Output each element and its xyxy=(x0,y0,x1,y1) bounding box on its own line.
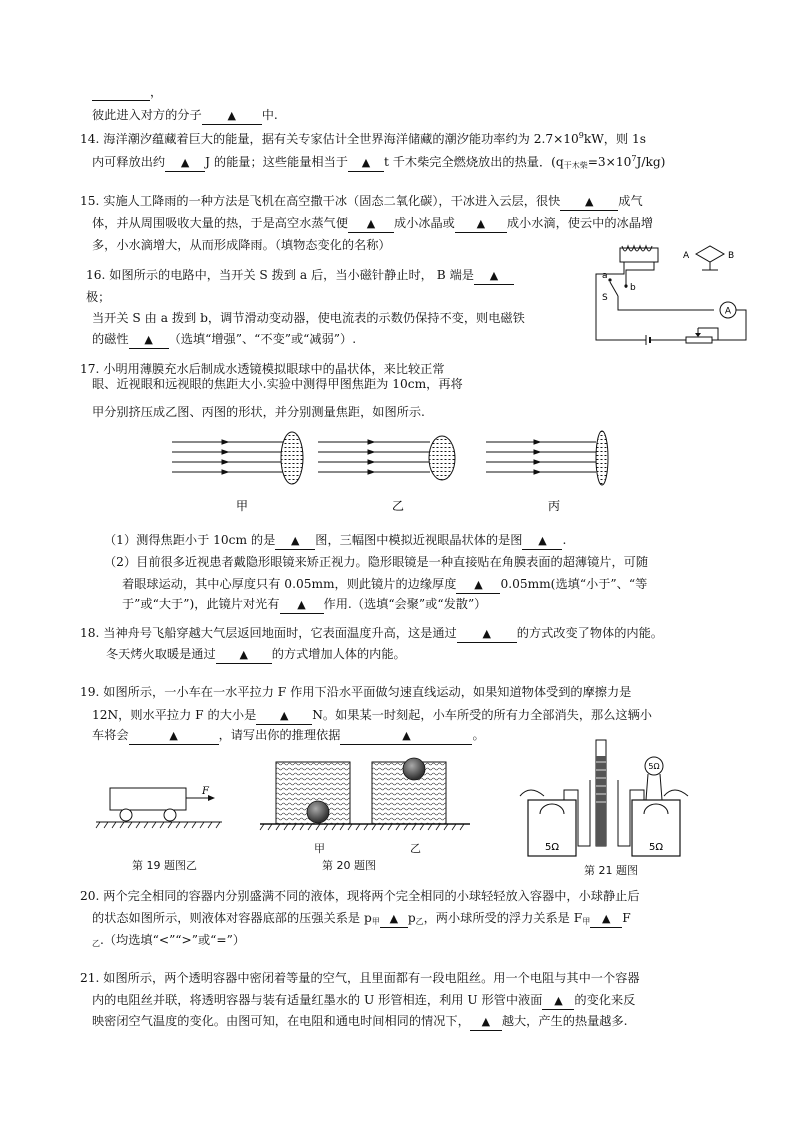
svg-text:b: b xyxy=(630,283,636,293)
q16-line1b: 极； xyxy=(86,290,111,304)
q20-containers-figure xyxy=(258,756,472,838)
q16-line3: 的磁性 ▲ （选填“增强”、“不变”或“减弱”）. xyxy=(92,331,356,349)
q17-part1: （1）测得焦距小于 10cm 的是 ▲ 图，三幅图中模拟近视眼晶状体的是图 ▲ . xyxy=(104,532,566,550)
fig21-caption: 第 21 题图 xyxy=(584,864,638,877)
q21-line2: 内的电阻丝并联，将透明容器与装有适量红墨水的 U 形管相连，利用 U 形管中液面 ▲ 的变化来反 xyxy=(92,992,635,1010)
force-label: F xyxy=(202,786,209,797)
lens-bing xyxy=(486,431,608,485)
answer-blank[interactable]: ▲ xyxy=(216,646,272,664)
answer-blank[interactable]: ▲ xyxy=(165,154,205,172)
answer-blank[interactable]: ▲ xyxy=(456,576,500,594)
q17-lens-figure xyxy=(168,430,618,516)
lens-yi xyxy=(318,436,455,480)
q18-line2: 冬天烤火取暖是通过 ▲ 的方式增加人体的内能。 xyxy=(106,646,406,664)
q21-line3: 映密闭空气温度的变化。由图可知，在电阻和通电时间相同的情况下， ▲ 越大，产生的热量越多. xyxy=(92,1013,628,1031)
q19-cart-figure xyxy=(96,782,236,832)
svg-text:A: A xyxy=(683,251,690,261)
fig20-label-jia: 甲 xyxy=(314,842,325,855)
q16-circuit-figure xyxy=(588,240,758,352)
q19-line1: 19. 如图所示，一小车在一水平拉力 F 作用下沿水平面做匀速直线运动，如果知道物体受到的摩擦力是 xyxy=(80,685,632,699)
svg-text:a: a xyxy=(602,271,608,281)
q16-line1: 16. 如图所示的电路中，当开关 S 拨到 a 后，当小磁针静止时， B 端是 ▲ xyxy=(86,267,514,285)
answer-blank[interactable]: ▲ xyxy=(542,992,574,1010)
answer-blank[interactable]: ▲ xyxy=(560,193,618,211)
ammeter-label: A xyxy=(724,306,732,317)
q21-line1: 21. 如图所示，两个透明容器中密闭着等量的空气，且里面都有一段电阻丝。用一个电阻与其中一个容器 xyxy=(80,971,640,985)
answer-blank[interactable]: ▲ xyxy=(474,267,514,285)
answer-blank[interactable]: ▲ xyxy=(470,1013,502,1031)
answer-blank[interactable]: ▲ xyxy=(280,596,324,614)
q18-line1: 18. 当神舟号飞船穿越大气层返回地面时，它表面温度升高，这是通过 ▲ 的方式改变了物体的内能。 xyxy=(80,625,663,643)
q17-line2: 眼、近视眼和远视眼的焦距大小.实验中测得甲图焦距为 10cm，再将 xyxy=(92,377,463,391)
answer-blank[interactable]: ▲ xyxy=(348,215,394,233)
q19-line2: 12N，则水平拉力 F 的大小是 ▲ N。如果某一时刻起，小车所受的所有力全部消失，那么这辆小 xyxy=(92,707,652,725)
resistor-top-label: 5Ω xyxy=(648,762,660,771)
q14-line1: 14. 海洋潮汐蕴藏着巨大的能量，据有关专家估计全世界海洋储藏的潮汐能功率约为 $2.7\times 10^9kW$，则 1s xyxy=(80,131,647,146)
ball-jia xyxy=(307,801,329,823)
q15-line1: 15. 实施人工降雨的一种方法是飞机在高空撒干冰（固态二氧化碳），干冰进入云层，很快 ▲ 成气 xyxy=(80,193,643,211)
answer-blank[interactable]: ▲ xyxy=(129,727,219,745)
answer-blank[interactable]: ▲ xyxy=(129,331,169,349)
q20-line1: 20. 两个完全相同的容器内分别盛满不同的液体，现将两个完全相同的小球轻轻放入容器中，小球静止后 xyxy=(80,889,640,903)
answer-blank[interactable] xyxy=(92,84,150,101)
fig-label-bing: 丙 xyxy=(548,499,561,513)
q20-line2: 的状态如图所示，则液体对容器底部的压强关系是 $p_甲$ ▲ $p_乙$，两小球所受的浮力关系是 $F_甲$ ▲ F xyxy=(92,911,631,926)
fig20-label-yi: 乙 xyxy=(410,842,421,855)
resistor-right-label: 5Ω xyxy=(648,842,664,853)
answer-blank[interactable]: ▲ xyxy=(256,707,312,725)
fig-label-jia: 甲 xyxy=(236,499,249,513)
answer-blank[interactable]: ▲ xyxy=(340,727,472,745)
fig19-caption: 第 19 题图乙 xyxy=(132,859,197,872)
answer-blank[interactable]: ▲ xyxy=(202,107,262,125)
q14-line2: 内可释放出约 ▲ J 的能量；这些能量相当于 ▲ t 千木柴完全燃烧放出的热量．$(q_{干木柴}=3\times 10^7J/kg)$ xyxy=(92,154,666,170)
svg-text:S: S xyxy=(602,293,608,303)
answer-blank[interactable]: ▲ xyxy=(275,532,315,550)
lens-jia xyxy=(172,432,303,484)
answer-blank[interactable]: ▲ xyxy=(590,910,622,928)
q15-line2: 体，并从周围吸收大量的热，于是高空水蒸气便 ▲ 成小冰晶或 ▲ 成小水滴，使云中的冰晶增 xyxy=(92,215,653,233)
resistor-left-label: 5Ω xyxy=(544,842,560,853)
q20-line3: $_乙$.（均选填“<”“>”或“=”） xyxy=(92,933,246,948)
q21-apparatus-figure xyxy=(516,736,692,858)
ball-yi xyxy=(403,758,425,780)
q19-line3: 车将会 ▲ ，请写出你的推理依据 ▲ 。 xyxy=(92,727,485,745)
q17-line1: 17. 小明用薄膜充水后制成水透镜模拟眼球中的晶状体，来比较正常 xyxy=(80,362,445,376)
answer-blank[interactable]: ▲ xyxy=(455,215,507,233)
answer-blank[interactable]: ▲ xyxy=(348,154,384,172)
q17-part2-line2: 着眼球运动，其中心厚度只有 0.05mm，则此镜片的边缘厚度 ▲ 0.05mm(选填“小于”、“等 xyxy=(122,576,647,594)
q13-tail: 彼此进入对方的分子 ▲ 中. xyxy=(92,107,278,125)
svg-text:B: B xyxy=(728,251,735,261)
q16-line2: 当开关 S 由 a 拨到 b，调节滑动变动器，使电流表的示数仍保持不变，则电磁铁 xyxy=(92,311,525,325)
answer-blank[interactable]: ▲ xyxy=(522,532,562,550)
answer-blank[interactable]: ▲ xyxy=(380,910,408,928)
fig-label-yi: 乙 xyxy=(392,499,405,513)
q17-part2-line1: （2）目前很多近视患者戴隐形眼镜来矫正视力。隐形眼镜是一种直接贴在角膜表面的超薄镜片，可随 xyxy=(104,555,649,569)
fig20-caption: 第 20 题图 xyxy=(322,859,376,872)
q17-line3: 甲分别挤压成乙图、丙图的形状，并分别测量焦距，如图所示. xyxy=(92,405,425,419)
q15-line3: 多，小水滴增大，从而形成降雨。（填物态变化的名称） xyxy=(92,238,391,252)
answer-blank[interactable]: ▲ xyxy=(457,625,517,643)
q12-tail: ， xyxy=(92,84,162,101)
q17-part2-line3: 于”或“大于”)，此镜片对光有 ▲ 作用.（选填“会聚”或“发散”） xyxy=(122,596,486,614)
